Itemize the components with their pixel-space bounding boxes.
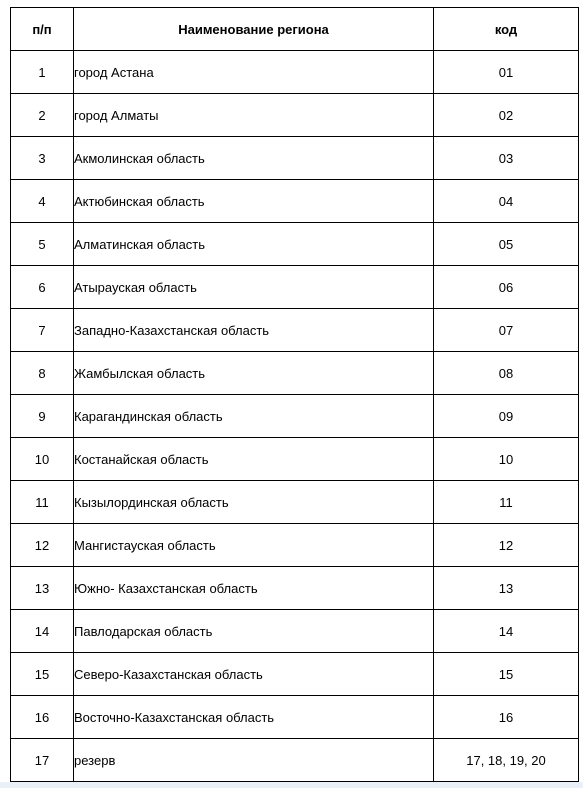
table-row [11, 94, 579, 137]
bottom-divider-strip [0, 782, 583, 788]
header-region-name: Наименование региона [74, 8, 434, 51]
row-region-name: город Алматы [74, 94, 434, 137]
row-number: 14 [11, 610, 74, 653]
row-number: 8 [11, 352, 74, 395]
row-code: 01 [434, 51, 579, 94]
table-row [11, 223, 579, 266]
row-region-name: Костанайская область [74, 438, 434, 481]
row-code: 10 [434, 438, 579, 481]
row-region-name: город Астана [74, 51, 434, 94]
row-code: 16 [434, 696, 579, 739]
table-row [11, 395, 579, 438]
table-header-row [11, 8, 579, 51]
row-region-name: Северо-Казахстанская область [74, 653, 434, 696]
row-code: 11 [434, 481, 579, 524]
table-row [11, 352, 579, 395]
row-code: 03 [434, 137, 579, 180]
row-code: 13 [434, 567, 579, 610]
table-row [11, 180, 579, 223]
row-region-name: Павлодарская область [74, 610, 434, 653]
header-number: п/п [11, 8, 74, 51]
row-region-name: Мангистауская область [74, 524, 434, 567]
table-row [11, 524, 579, 567]
row-code: 02 [434, 94, 579, 137]
table-row [11, 266, 579, 309]
row-code: 14 [434, 610, 579, 653]
row-code: 15 [434, 653, 579, 696]
row-code: 04 [434, 180, 579, 223]
row-region-name: Акмолинская область [74, 137, 434, 180]
row-code: 09 [434, 395, 579, 438]
row-number: 5 [11, 223, 74, 266]
row-region-name: Южно- Казахстанская область [74, 567, 434, 610]
row-region-name: Актюбинская область [74, 180, 434, 223]
row-number: 9 [11, 395, 74, 438]
row-region-name: Восточно-Казахстанская область [74, 696, 434, 739]
header-code: код [434, 8, 579, 51]
row-number: 12 [11, 524, 74, 567]
row-number: 15 [11, 653, 74, 696]
row-code: 12 [434, 524, 579, 567]
regions-table [10, 7, 579, 782]
table-row [11, 51, 579, 94]
row-number: 17 [11, 739, 74, 782]
table-row [11, 739, 579, 782]
row-number: 2 [11, 94, 74, 137]
row-code: 17, 18, 19, 20 [434, 739, 579, 782]
row-number: 1 [11, 51, 74, 94]
table-row [11, 696, 579, 739]
row-region-name: Алматинская область [74, 223, 434, 266]
row-code: 05 [434, 223, 579, 266]
row-number: 3 [11, 137, 74, 180]
row-region-name: Карагандинская область [74, 395, 434, 438]
row-number: 7 [11, 309, 74, 352]
table-row [11, 137, 579, 180]
row-code: 08 [434, 352, 579, 395]
row-code: 06 [434, 266, 579, 309]
row-code: 07 [434, 309, 579, 352]
row-number: 16 [11, 696, 74, 739]
row-region-name: Западно-Казахстанская область [74, 309, 434, 352]
table-row [11, 653, 579, 696]
row-number: 4 [11, 180, 74, 223]
row-region-name: Жамбылская область [74, 352, 434, 395]
row-number: 13 [11, 567, 74, 610]
row-number: 6 [11, 266, 74, 309]
table-row [11, 610, 579, 653]
row-region-name: Кызылординская область [74, 481, 434, 524]
row-region-name: Атырауская область [74, 266, 434, 309]
table-row [11, 309, 579, 352]
table-row [11, 438, 579, 481]
row-region-name: резерв [74, 739, 434, 782]
row-number: 11 [11, 481, 74, 524]
row-number: 10 [11, 438, 74, 481]
table-row [11, 567, 579, 610]
table-row [11, 481, 579, 524]
